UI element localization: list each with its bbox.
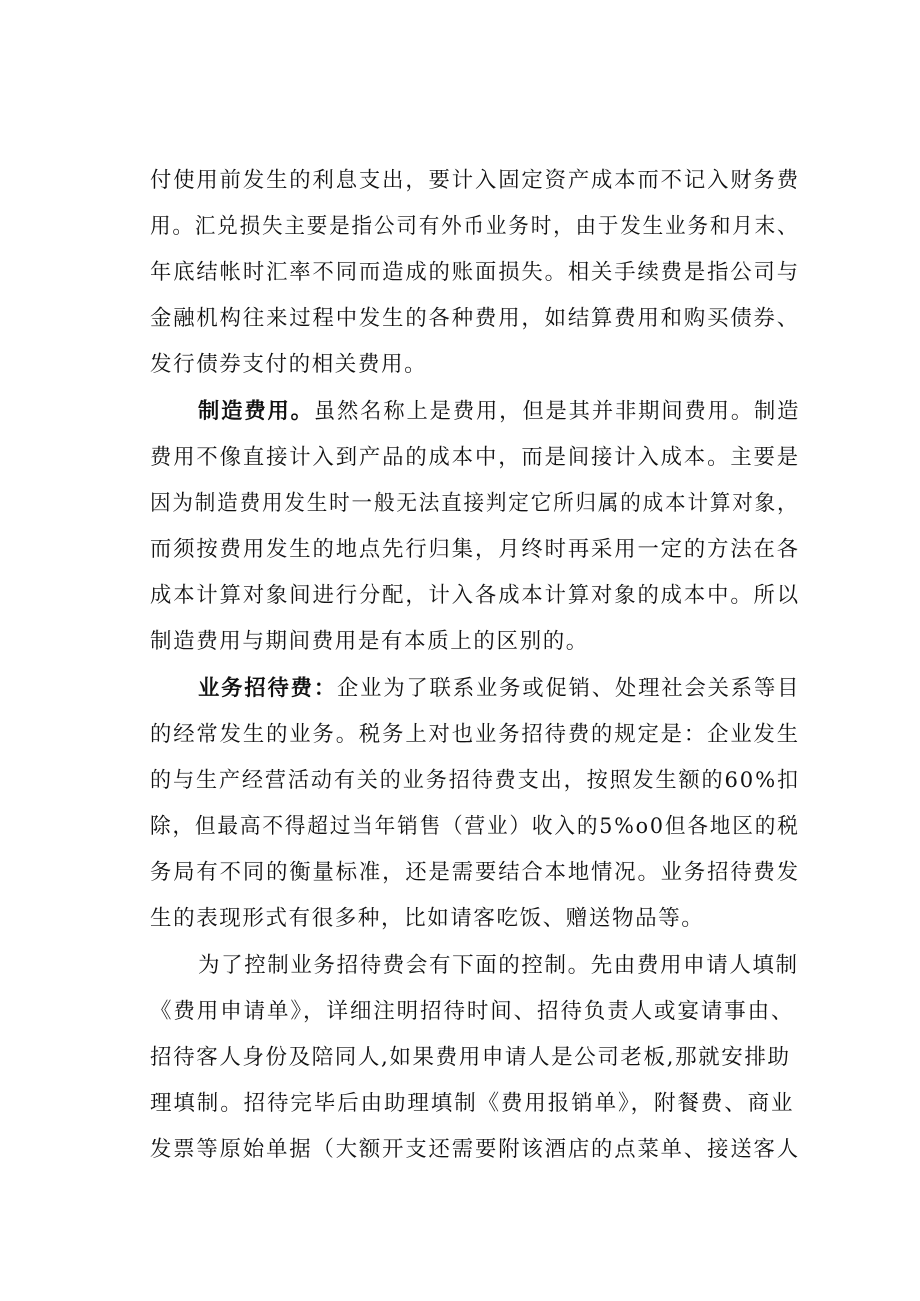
paragraph-1-line-3: 年底结帐时汇率不同而造成的账面损失。相关手续费是指公司与: [150, 260, 800, 285]
paragraph-3-line-3: 的与生产经营活动有关的业务招待费支出，按照发生额的60%扣: [150, 768, 800, 793]
paragraph-3-line-2: 的经常发生的业务。税务上对也业务招待费的规定是：企业发生: [150, 722, 800, 747]
paragraph-3-line-1-text: 企业为了联系业务或促销、处理社会关系等目: [337, 676, 801, 701]
paragraph-3-heading: 业务招待费：: [198, 676, 338, 701]
paragraph-2-line-1: [198, 389, 800, 435]
paragraph-2-line-1-text: 虽然名称上是费用，但是其并非期间费用。制造: [313, 399, 801, 424]
paragraph-4-line-5: 发票等原始单据（大额开支还需要附该酒店的点菜单、接送客人: [150, 1137, 800, 1162]
paragraph-1-line-4: 金融机构往来过程中发生的各种费用，如结算费用和购买债券、: [150, 306, 800, 331]
paragraph-3-line-6: 生的表现形式有很多种，比如请客吃饭、赠送物品等。: [150, 906, 705, 931]
paragraph-4-line-4: 理填制。招待完毕后由助理填制《费用报销单》，附餐费、商业: [150, 1091, 795, 1116]
paragraph-1-line-2: 用。汇兑损失主要是指公司有外币业务时，由于发生业务和月末、: [150, 214, 800, 239]
paragraph-2-line-5: 成本计算对象间进行分配，计入各成本计算对象的成本中。所以: [150, 583, 800, 608]
paragraph-2-line-3: 因为制造费用发生时一般无法直接判定它所归属的成本计算对象，: [150, 491, 800, 516]
paragraph-4-line-3: 招待客人身份及陪同人,如果费用申请人是公司老板,那就安排助: [150, 1045, 791, 1070]
paragraph-1-line-5: 发行债券支付的相关费用。: [150, 352, 428, 377]
paragraph-1-line-1: 付使用前发生的利息支出，要计入固定资产成本而不记入财务费: [150, 168, 800, 193]
paragraph-2-line-4: 而须按费用发生的地点先行归集，月终时再采用一定的方法在各: [150, 537, 800, 562]
paragraph-4-line-1: 为了控制业务招待费会有下面的控制。先由费用申请人填制: [198, 953, 799, 978]
paragraph-3-line-4: 除，但最高不得超过当年销售（营业）收入的5%o0但各地区的税: [150, 814, 800, 839]
paragraph-2-line-2: 费用不像直接计入到产品的成本中，而是间接计入成本。主要是: [150, 445, 800, 470]
paragraph-3-line-1: [198, 666, 800, 712]
paragraph-3-line-5: 务局有不同的衡量标准，还是需要结合本地情况。业务招待费发: [150, 860, 800, 885]
paragraph-2-heading: 制造费用。: [198, 399, 314, 424]
paragraph-2-line-6: 制造费用与期间费用是有本质上的区别的。: [150, 629, 589, 654]
paragraph-4-line-2: 《费用申请单》，详细注明招待时间、招待负责人或宴请事由、: [150, 999, 795, 1024]
